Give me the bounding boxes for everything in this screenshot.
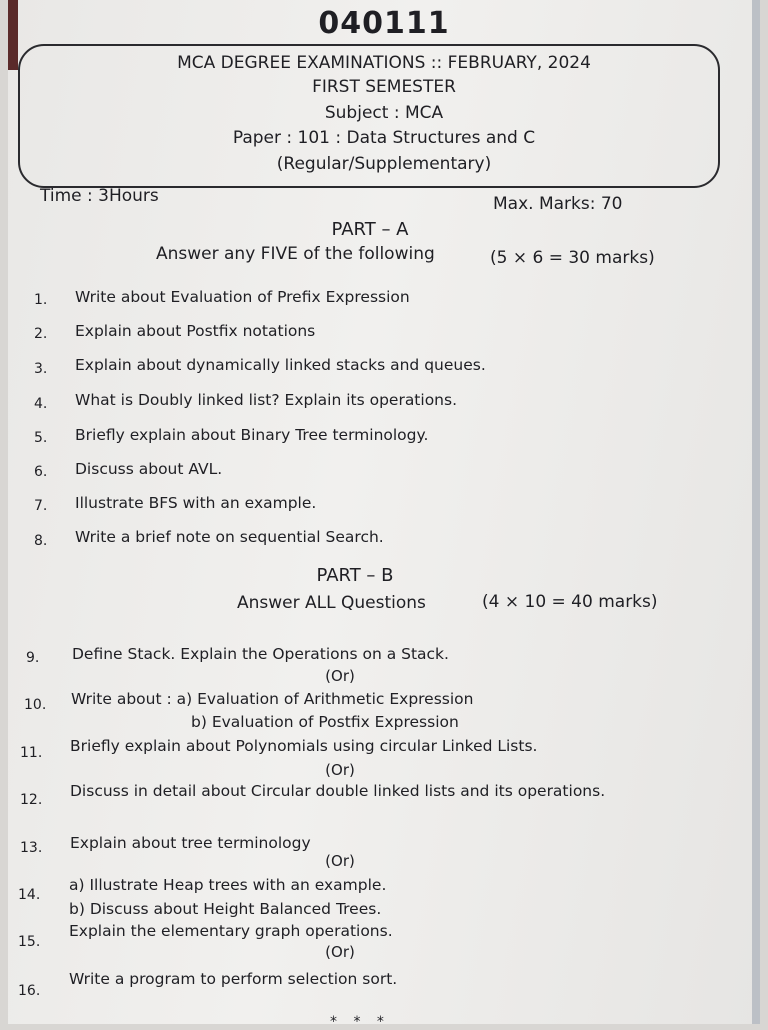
question-number: 9. — [26, 650, 40, 666]
or-separator: (Or) — [325, 943, 355, 961]
question-number: 14. — [18, 887, 41, 903]
exam-title: MCA DEGREE EXAMINATIONS :: FEBRUARY, 2024 — [177, 53, 591, 73]
question-text: Write a program to perform selection sort. — [69, 970, 398, 988]
question-text: Define Stack. Explain the Operations on a Stack. — [72, 645, 449, 663]
part-a-marks: (5 × 6 = 30 marks) — [490, 248, 655, 268]
question-text: Discuss in detail about Circular double linked lists and its operations. — [70, 782, 606, 800]
question-number: 16. — [18, 983, 41, 999]
time-allowed: Time : 3Hours — [40, 186, 159, 206]
part-a-instruction: Answer any FIVE of the following — [156, 244, 435, 264]
or-separator: (Or) — [325, 667, 355, 685]
semester: FIRST SEMESTER — [312, 77, 456, 97]
question-number: 3. — [34, 361, 48, 377]
question-number: 12. — [20, 792, 43, 808]
question-text: Explain about tree terminology — [70, 834, 311, 852]
question-text: Briefly explain about Polynomials using circular Linked Lists. — [70, 737, 538, 755]
question-number: 1. — [34, 292, 48, 308]
question-text: Explain about Postfix notations — [75, 322, 316, 340]
question-subpart: b) Evaluation of Postfix Expression — [191, 713, 459, 731]
end-mark: * * * — [330, 1014, 390, 1030]
paper-title: Paper : 101 : Data Structures and C — [232, 128, 536, 148]
question-subpart: b) Discuss about Height Balanced Trees. — [69, 900, 382, 918]
question-number: 10. — [24, 697, 47, 713]
exam-type: (Regular/Supplementary) — [276, 154, 492, 174]
question-text: Briefly explain about Binary Tree terminology. — [75, 426, 429, 444]
question-text: Write about Evaluation of Prefix Expression — [75, 288, 410, 306]
or-separator: (Or) — [325, 761, 355, 779]
question-number: 6. — [34, 464, 48, 480]
max-marks: Max. Marks: 70 — [493, 194, 623, 214]
question-number: 8. — [34, 533, 48, 549]
question-text: a) Illustrate Heap trees with an example. — [69, 876, 387, 894]
part-b-marks: (4 × 10 = 40 marks) — [482, 592, 658, 612]
or-separator: (Or) — [325, 852, 355, 870]
question-number: 13. — [20, 840, 43, 856]
part-b-title: PART – B — [316, 565, 394, 586]
question-text: What is Doubly linked list? Explain its operations. — [75, 391, 458, 409]
question-number: 2. — [34, 326, 48, 342]
question-number: 7. — [34, 498, 48, 514]
question-text: Explain the elementary graph operations. — [69, 922, 393, 940]
subject: Subject : MCA — [324, 103, 444, 123]
question-text: Write about : a) Evaluation of Arithmetic Expression — [71, 690, 474, 708]
question-number: 5. — [34, 430, 48, 446]
question-number: 11. — [20, 745, 43, 761]
part-b-instruction: Answer ALL Questions — [237, 593, 426, 613]
question-number: 15. — [18, 934, 41, 950]
part-a-title: PART – A — [331, 219, 409, 240]
question-text: Explain about dynamically linked stacks and queues. — [75, 356, 486, 374]
question-number: 4. — [34, 396, 48, 412]
question-text: Illustrate BFS with an example. — [75, 494, 317, 512]
question-text: Discuss about AVL. — [75, 460, 223, 478]
question-text: Write a brief note on sequential Search. — [75, 528, 384, 546]
paper-code: 040111 — [318, 6, 450, 41]
